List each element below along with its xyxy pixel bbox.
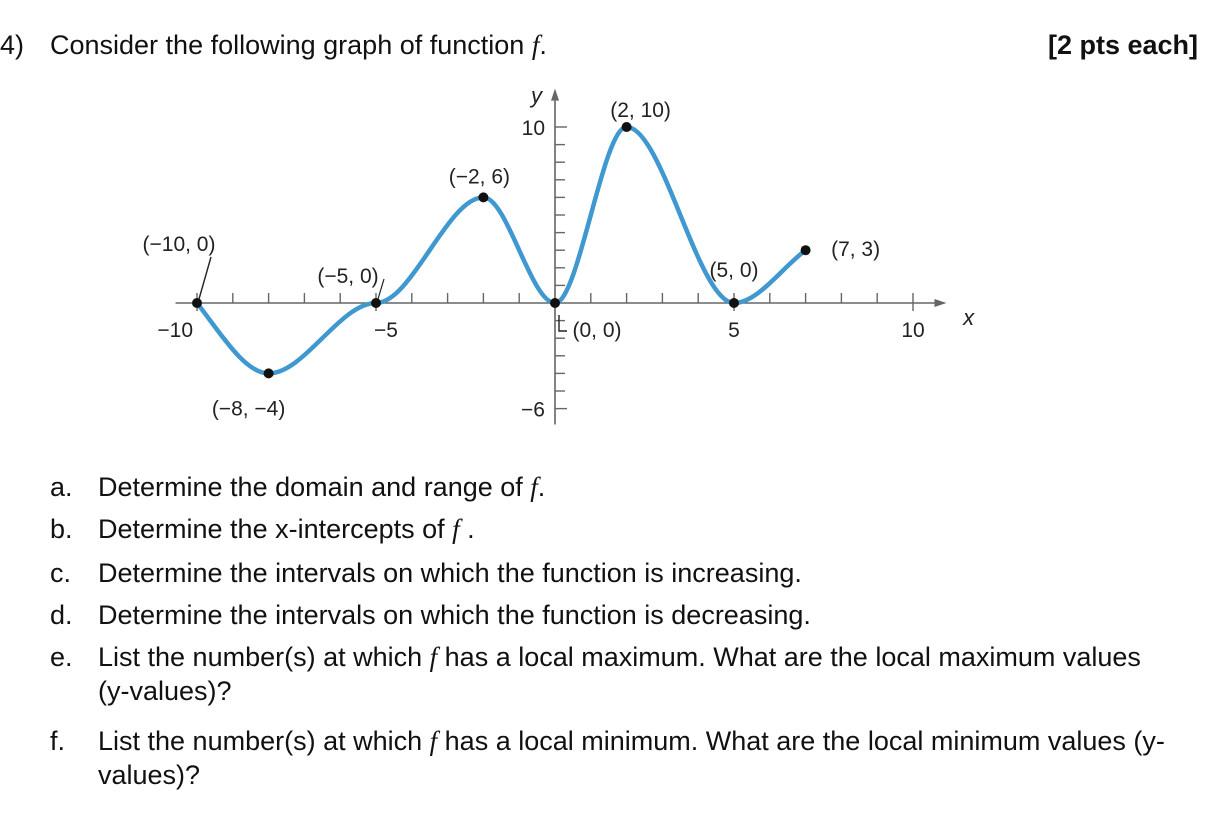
item-text-func: f [429, 726, 438, 756]
point-label: (0, 0) [572, 319, 622, 342]
item-text-pre: Determine the intervals on which the function is decreasing. [98, 600, 811, 630]
item-text-post: has a local minimum. What are the local minimum values (y-values)? [98, 726, 1165, 790]
label-leader-line [378, 279, 384, 299]
item-text [98, 724, 1178, 792]
point-label: (−2, 6) [448, 165, 511, 189]
item-letter: f. [50, 726, 66, 756]
x-tick-label: 5 [728, 319, 740, 342]
label-leader-line [559, 315, 567, 331]
item-text-pre: Determine the intervals on which the function is increasing. [98, 558, 802, 588]
y-axis-arrow [551, 89, 559, 101]
data-point [264, 368, 274, 378]
x-tick-label: 10 [901, 319, 925, 342]
point-label: (5, 0) [709, 259, 759, 282]
label-leader-line [199, 257, 211, 299]
points-label: [2 pts each] [1047, 30, 1198, 60]
data-point [622, 122, 632, 132]
item-text-func: f [530, 472, 538, 502]
point-label: (−5, 0) [317, 265, 379, 288]
function-name: f [531, 30, 540, 60]
function-curve [197, 127, 806, 373]
item-letter: c. [50, 558, 72, 588]
point-label: (−8, −4) [211, 397, 286, 421]
x-tick-label: −10 [157, 319, 193, 342]
x-tick-label: −5 [374, 319, 398, 342]
question-prompt: Consider the following graph of function [50, 30, 525, 60]
item-letter: a. [50, 472, 73, 502]
item-text-pre: Determine the x-intercepts of [98, 514, 453, 544]
item-text-post: . [459, 514, 475, 544]
y-axis-label: y [531, 82, 542, 108]
points-layer [192, 122, 811, 378]
item-text-post: has a local maximum. What are the local maximum values (y-values)? [98, 642, 1141, 706]
item-letter: b. [50, 514, 73, 544]
y-tick-label: −6 [521, 398, 545, 422]
question-period: . [539, 30, 547, 60]
item-text-func: f [452, 514, 460, 544]
item-text-post: . [537, 472, 546, 502]
question-number: 4) [0, 30, 25, 60]
point-label: (2, 10) [610, 99, 671, 122]
x-axis-label: x [963, 305, 975, 330]
item-text [98, 556, 1178, 590]
item-text-pre: List the number(s) at which [98, 642, 430, 672]
item-text-pre: Determine the domain and range of [98, 472, 531, 502]
question-text [50, 30, 547, 61]
item-text [98, 512, 1178, 546]
function-graph [0, 70, 1222, 440]
x-axis-arrow [934, 299, 946, 307]
data-point [478, 192, 488, 202]
y-tick-label: 10 [521, 117, 545, 140]
item-text [98, 470, 1178, 504]
item-text-func: f [429, 642, 438, 672]
data-point [801, 245, 811, 255]
question-header [0, 30, 1222, 70]
point-label: (7, 3) [831, 238, 881, 262]
point-label: (−10, 0) [142, 233, 216, 256]
data-point [550, 298, 560, 308]
item-letter: d. [50, 600, 73, 630]
item-text-pre: List the number(s) at which [98, 726, 430, 756]
data-point [371, 298, 381, 308]
item-text [98, 640, 1178, 708]
item-text [98, 598, 1178, 632]
item-letter: e. [50, 642, 73, 672]
data-point [192, 298, 202, 308]
curve-layer [197, 127, 806, 373]
data-point [729, 298, 739, 308]
